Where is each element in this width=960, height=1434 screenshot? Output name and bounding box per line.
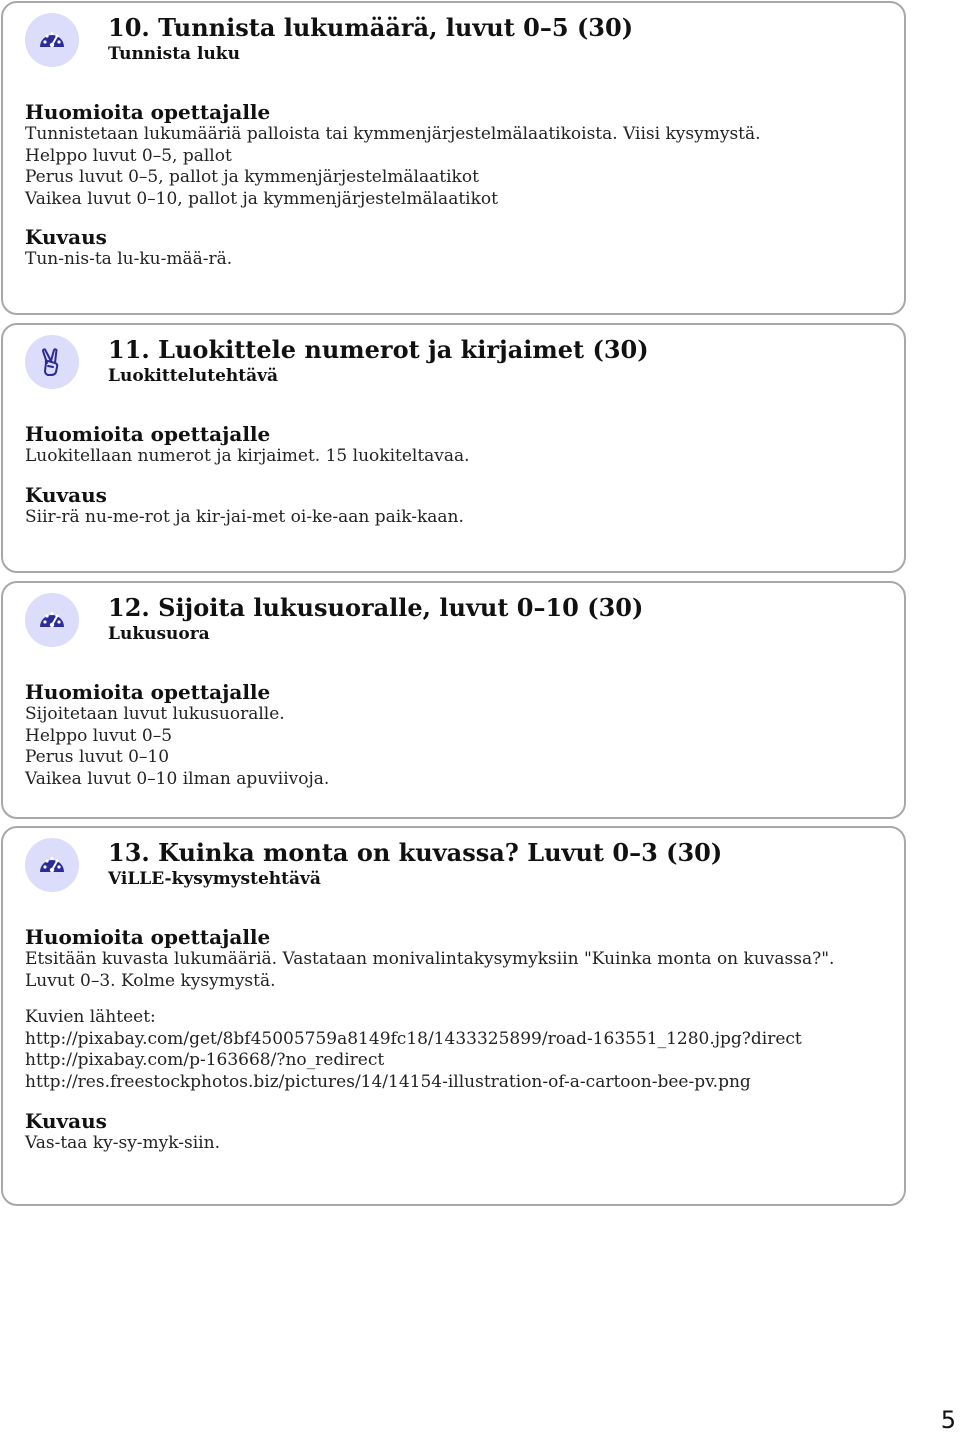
description-heading: Kuvaus: [25, 1108, 107, 1133]
description-text: Vas-taa ky-sy-myk-siin.: [25, 1132, 220, 1153]
notes-line: Luvut 0–3. Kolme kysymystä.: [25, 970, 276, 991]
notes-line: Perus luvut 0–10: [25, 747, 170, 768]
notes-line: Vaikea luvut 0–10 ilman apuviivoja.: [25, 768, 330, 789]
description-text: Siir-rä nu-me-rot ja kir-jai-met oi-ke-aan paik-kaan.: [25, 506, 464, 527]
notes-line: Etsitään kuvasta lukumääriä. Vastataan monivalintakysymyksiin "Kuinka monta on kuvassa?".: [25, 949, 835, 969]
notes-line: Luokitellaan numerot ja kirjaimet. 15 luokiteltavaa.: [25, 446, 470, 466]
notes-heading: Huomioita opettajalle: [25, 680, 271, 704]
speedometer-icon: [25, 13, 79, 67]
exercise-subtitle: Lukusuora: [108, 624, 210, 644]
exercise-title: 12. Sijoita lukusuoralle, luvut 0–10 (30): [108, 593, 644, 622]
exercise-subtitle: Tunnista luku: [108, 44, 240, 64]
notes-line: Vaikea luvut 0–10, pallot ja kymmenjärjestelmälaatikot: [25, 188, 498, 209]
exercise-card-13: [1, 826, 906, 1206]
exercise-card-10: [1, 1, 906, 315]
notes-heading: Huomioita opettajalle: [25, 422, 271, 446]
description-heading: Kuvaus: [25, 225, 107, 250]
notes-heading: Huomioita opettajalle: [25, 925, 271, 949]
source-link[interactable]: http://pixabay.com/get/8bf45005759a8149fc18/1433325899/road-163551_1280.jpg?direct: [25, 1028, 802, 1049]
speedometer-icon: [25, 593, 79, 647]
source-link[interactable]: http://res.freestockphotos.biz/pictures/14/14154-illustration-of-a-cartoon-bee-pv.png: [25, 1071, 751, 1092]
sources-heading: Kuvien lähteet:: [25, 1007, 156, 1028]
exercise-card-11: [1, 323, 906, 573]
notes-line: Tunnistetaan lukumääriä palloista tai kymmenjärjestelmälaatikoista. Viisi kysymystä.: [25, 124, 761, 144]
victory-hand-icon: [25, 335, 79, 389]
description-text: Tun-nis-ta lu-ku-mää-rä.: [25, 249, 233, 270]
exercise-title: 10. Tunnista lukumäärä, luvut 0–5 (30): [108, 13, 634, 42]
exercise-subtitle: Luokittelutehtävä: [108, 366, 279, 386]
notes-line: Sijoitetaan luvut lukusuoralle.: [25, 704, 285, 724]
speedometer-icon: [25, 838, 79, 892]
notes-line: Perus luvut 0–5, pallot ja kymmenjärjestelmälaatikot: [25, 167, 479, 188]
exercise-subtitle: ViLLE-kysymystehtävä: [108, 869, 321, 889]
page-number: 5: [940, 1406, 956, 1434]
source-link[interactable]: http://pixabay.com/p-163668/?no_redirect: [25, 1050, 385, 1071]
description-heading: Kuvaus: [25, 482, 107, 507]
notes-line: Helppo luvut 0–5: [25, 725, 173, 746]
exercise-title: 11. Luokittele numerot ja kirjaimet (30): [108, 335, 649, 364]
notes-line: Helppo luvut 0–5, pallot: [25, 145, 232, 166]
exercise-title: 13. Kuinka monta on kuvassa? Luvut 0–3 (30): [108, 838, 723, 867]
exercise-card-12: [1, 581, 906, 819]
notes-heading: Huomioita opettajalle: [25, 100, 271, 124]
